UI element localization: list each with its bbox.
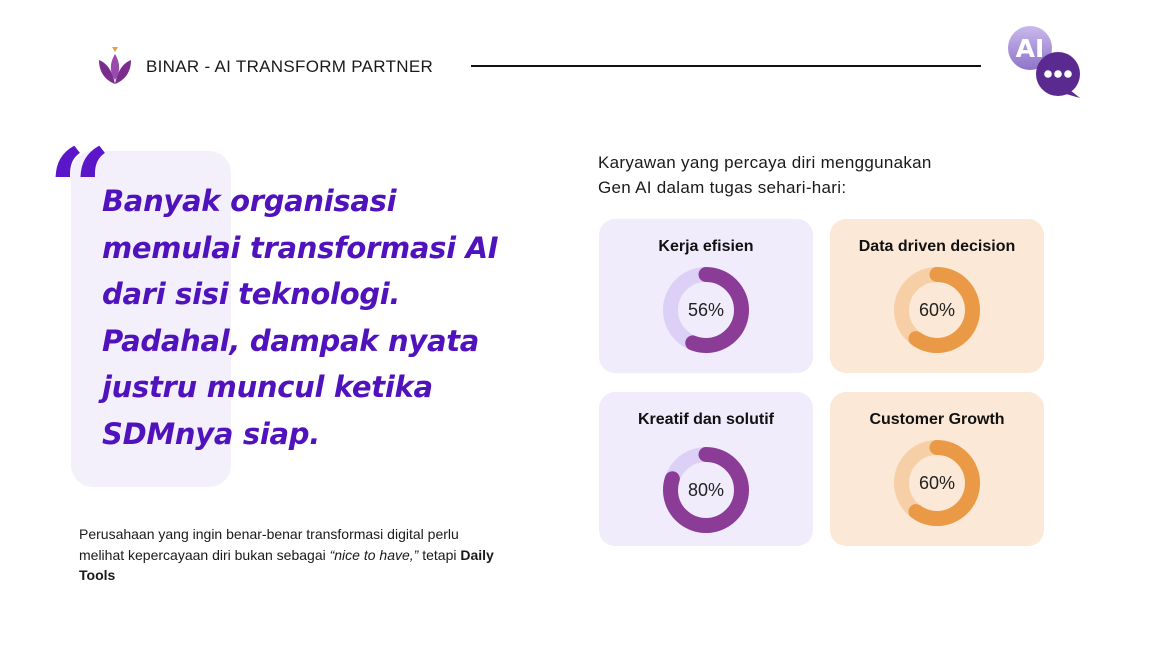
stat-card-label: Customer Growth [869, 411, 1005, 428]
ai-badge-label: AI [1015, 34, 1045, 63]
stat-value: 60% [918, 299, 956, 320]
stat-card-data-driven-decision [830, 219, 1044, 373]
footnote-bold: Daily Tools [79, 546, 494, 583]
ai-chat-icon [1000, 24, 1084, 100]
stat-card-customer-growth [830, 392, 1044, 546]
stat-value: 56% [687, 299, 725, 320]
stat-value: 60% [918, 472, 956, 493]
footnote-text-2: tetapi [418, 546, 461, 563]
stat-card-label: Data driven decision [858, 238, 1016, 255]
stat-card-label: Kreatif dan solutif [637, 411, 774, 428]
brand-title: BINAR - AI TRANSFORM PARTNER [146, 57, 434, 76]
header-divider [471, 65, 981, 67]
stat-value: 80% [687, 479, 725, 500]
binar-logo [95, 46, 135, 86]
footnote-text: Perusahaan yang ingin benar-benar transformasi digital perlu melihat kepercayaan diri bukan sebagai [79, 526, 459, 563]
quote-mark-icon: “ [48, 124, 112, 253]
footnote-italic: “nice to have,” [329, 546, 419, 563]
stat-card-kreatif-dan-solutif [599, 392, 813, 546]
stat-card-label: Kerja efisien [658, 238, 754, 255]
footnote [79, 524, 499, 586]
stats-title: Karyawan yang percaya diri menggunakan Gen AI dalam tugas sehari-hari: [598, 153, 932, 197]
stat-card-kerja-efisien [599, 219, 813, 373]
quote-text: Banyak organisasi memulai transformasi AI dari sisi teknologi. Padahal, dampak nyata justru muncul ketika SDMnya siap. [102, 184, 499, 451]
